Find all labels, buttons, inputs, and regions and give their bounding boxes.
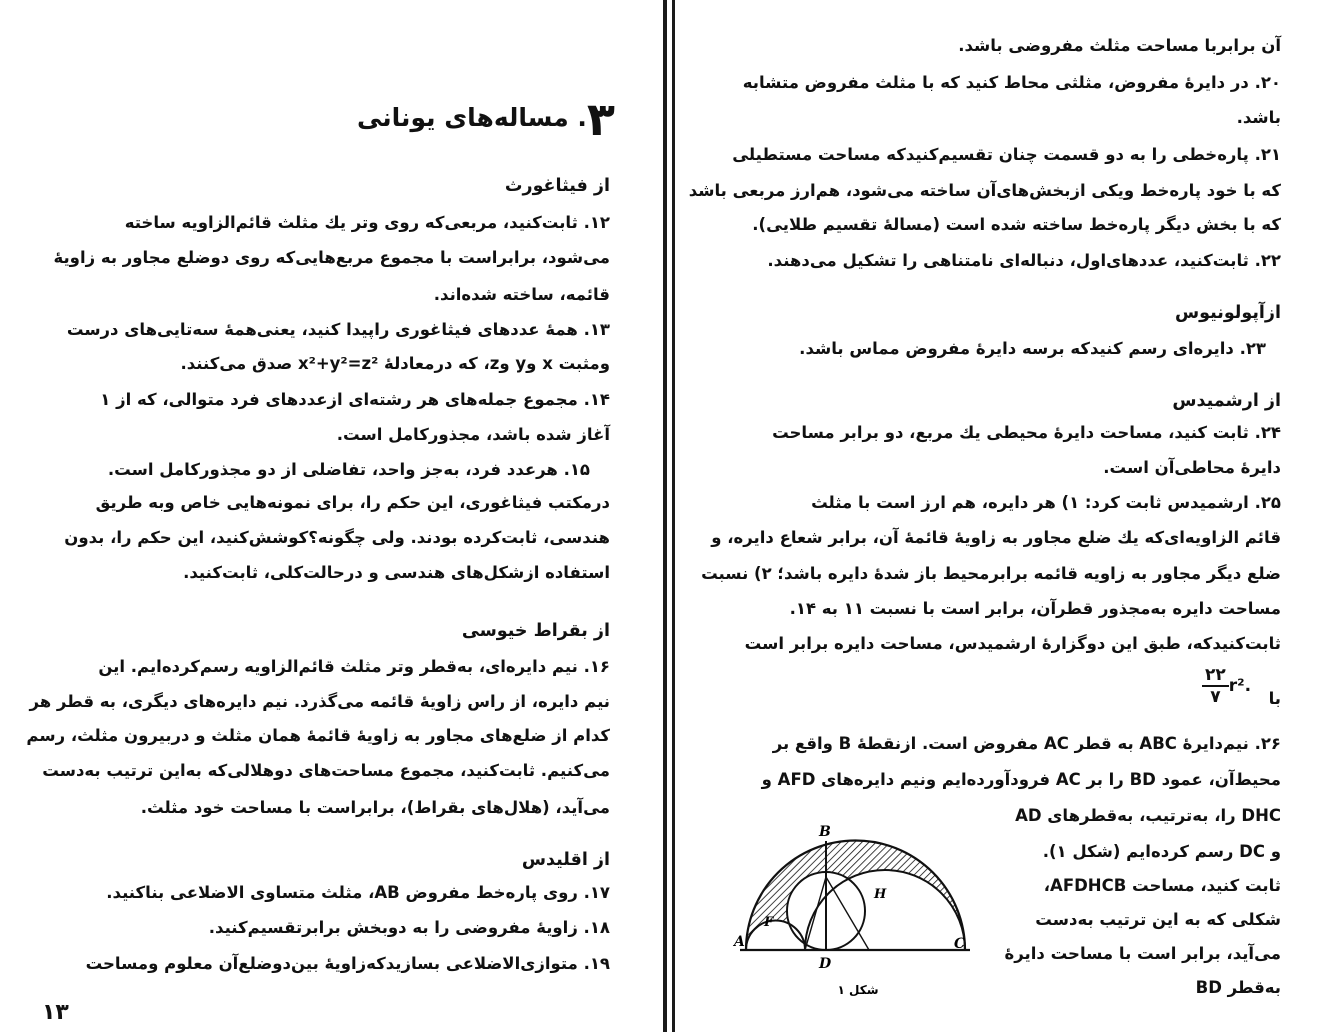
section-heading-apollonius: ازآپولونیوس (1175, 303, 1281, 323)
p26-line-8: به‌قطر BD (1195, 978, 1281, 997)
p26-line-7: می‌آید، برابر است با مساحت دایرهٔ (1004, 944, 1281, 963)
p16-line-1: ۱۶. نیم دایره‌ای، به‌قطر وتر مثلث قائم‌الزاویه رسم‌کرده‌ایم. این (98, 657, 610, 676)
school-line-2: هندسی، ثابت‌کرده بودند. ولی چگونه؟کوشش‌کنید، این حکم را، بدون (64, 528, 610, 547)
label-c: C (954, 936, 966, 952)
p16-line-3: کدام از ضلع‌های مجاور به زاویهٔ قائمهٔ همان مثلث و دربیرون مثلث، رسم (26, 726, 610, 745)
figure-caption: شکل ۱ (837, 983, 879, 997)
school-line-3: استفاده ازشکل‌های هندسی و درحالت‌کلی، ثابت‌کنید. (183, 563, 610, 582)
p25-line-5: ثابت‌کنیدکه، طبق این دوگزارهٔ ارشمیدس، مساحت دایره برابر است (744, 634, 1281, 653)
p18: ۱۸. زاویهٔ مفروضی را به دوبخش برابرتقسیم‌کنید. (208, 918, 610, 937)
section-heading-euclid: از اقلیدس (521, 850, 610, 870)
p21-line-1: ۲۱. پاره‌خطی را به دو قسمت چنان تقسیم‌کنیدکه مساحت مستطیلی (732, 145, 1281, 164)
label-a: A (734, 934, 745, 950)
p16-line-2: نیم دایره، از راس زاویهٔ قائمه می‌گذرد. نیم دایره‌های دیگری، به قطر هر (29, 692, 610, 711)
section-heading-hippocrates: از بقراط خیوسی (461, 621, 610, 641)
continuation-line: آن برابربا مساحت مثلث مفروضی باشد. (958, 36, 1281, 55)
school-line-1: درمکتب فیثاغوری، این حکم را، برای نمونه‌هایی خاص وبه طریق (95, 493, 610, 512)
formula-denominator: ۷ (1210, 687, 1221, 707)
p26-line-5: ثابت کنید، مساحت AFDHCB، (1043, 876, 1281, 895)
arbelos-figure (726, 822, 974, 1000)
p25-line-6: با (1268, 689, 1281, 708)
p20-line-2: باشد. (1236, 108, 1281, 127)
gutter-line (672, 0, 675, 1032)
left-page (0, 0, 655, 1032)
p17: ۱۷. روی پاره‌خط مفروض AB، مثلث متساوی الاضلاعی بناکنید. (106, 883, 610, 902)
formula (1202, 665, 1251, 707)
p12-line-2: می‌شود، برابراست با مجموع مربع‌هایی‌که روی دوضلع مجاور به زاویهٔ (53, 248, 610, 267)
p13-line-1: ۱۳. همهٔ عددهای فیثاغوری راپیدا کنید، یعنی‌همهٔ سه‌تایی‌های درست (66, 320, 610, 339)
p21-line-3: که با بخش دیگر پاره‌خط ساخته شده است (مسالهٔ تقسیم طلایی). (752, 215, 1281, 234)
p16-line-4: می‌کنیم. ثابت‌کنید، مجموع مساحت‌های دوهلالی‌که به‌این ترتیب به‌دست (42, 761, 610, 780)
label-d: D (819, 956, 832, 972)
p26-line-4: و DC رسم کرده‌ایم (شکل ۱). (1042, 842, 1281, 861)
gutter-line (663, 0, 667, 1032)
p14-line-1: ۱۴. مجموع جمله‌های هر رشته‌ای ازعددهای فرد متوالی، که از ۱ (100, 390, 610, 409)
label-b: B (819, 824, 831, 840)
p26-line-6: شکلی که به این ترتیب به‌دست (1035, 910, 1281, 929)
p25-line-3: ضلع دیگر مجاور به زاویه قائمه برابرمحیط باز شدهٔ دایره باشد؛ ۲) نسبت (701, 564, 1281, 583)
section-heading-pythagoras: از فیثاغورث (504, 176, 610, 196)
p22: ۲۲. ثابت‌کنید، عددهای‌اول، دنباله‌ای نامتناهی را تشکیل می‌دهند. (767, 251, 1281, 270)
formula-rest: r². (1228, 676, 1252, 696)
p24-line-1: ۲۴. ثابت کنید، مساحت دایرهٔ محیطی یك مربع، دو برابر مساحت (772, 423, 1281, 442)
p12-line-1: ۱۲. ثابت‌کنید، مربعی‌که روی وتر یك مثلث قائم‌الزاویه ساخته (124, 213, 610, 232)
label-f: F (764, 915, 774, 930)
p25-line-2: قائم الزاویه‌ای‌که یك ضلع مجاور به زاویهٔ قائمهٔ آن، برابر شعاع دایره، و (711, 528, 1281, 547)
p24-line-2: دایرهٔ محاطی‌آن است. (1103, 458, 1281, 477)
arbelos-diagram (726, 822, 974, 1000)
chapter-heading: ۳. مساله‌های یونانی (356, 92, 615, 146)
p25-line-1: ۲۵. ارشمیدس ثابت کرد: ۱) هر دایره، هم ارز است با مثلث (811, 493, 1281, 512)
chapter-number: ۳ (586, 92, 615, 146)
p20-line-1: ۲۰. در دایرهٔ مفروض، مثلثی محاط کنید که با مثلث مفروض متشابه (742, 73, 1281, 92)
p25-line-4: مساحت دایره به‌مجذور قطرآن، برابر است با نسبت ۱۱ به ۱۴. (789, 599, 1281, 618)
page-number: ۱۳ (42, 1000, 69, 1025)
p16-line-5: می‌آید، (هلال‌های بقراط)، برابراست با مساحت خود مثلث. (140, 798, 610, 817)
p26-line-3: DHC را، به‌ترتیب، به‌قطرهای AD (1015, 806, 1281, 825)
p14-line-2: آغاز شده باشد، مجذورکامل است. (336, 425, 610, 444)
p12-line-3: قائمه، ساخته شده‌اند. (433, 285, 610, 304)
p13-line-2: ومثبت x وy وz، که درمعادلهٔ x²+y²=z² صدق می‌کنند. (180, 354, 610, 373)
p23: ۲۳. دایره‌ای رسم کنیدکه برسه دایرهٔ مفروض مماس باشد. (799, 339, 1266, 358)
p19: ۱۹. متوازی‌الاضلاعی بسازیدکه‌زاویهٔ بین‌دوضلع‌آن معلوم ومساحت (85, 954, 610, 973)
formula-numerator: ۲۲ (1202, 665, 1229, 687)
p15: ۱۵. هرعدد فرد، به‌جز واحد، تفاضلی از دو مجذورکامل است. (107, 460, 590, 479)
p26-line-1: ۲۶. نیم‌دایرهٔ ABC به قطر AC مفروض است. ازنقطهٔ B واقع بر (772, 734, 1281, 753)
p21-line-2: که با خود پاره‌خط ویکی ازبخش‌های‌آن ساخته می‌شود، هم‌ارز مربعی باشد (688, 181, 1281, 200)
section-heading-archimedes: از ارشمیدس (1172, 391, 1281, 411)
chapter-title: مساله‌های یونانی (356, 103, 569, 132)
p26-line-2: محیط‌آن، عمود BD را بر AC فرودآورده‌ایم ونیم دایره‌های AFD و (761, 770, 1281, 789)
label-h: H (874, 887, 887, 902)
